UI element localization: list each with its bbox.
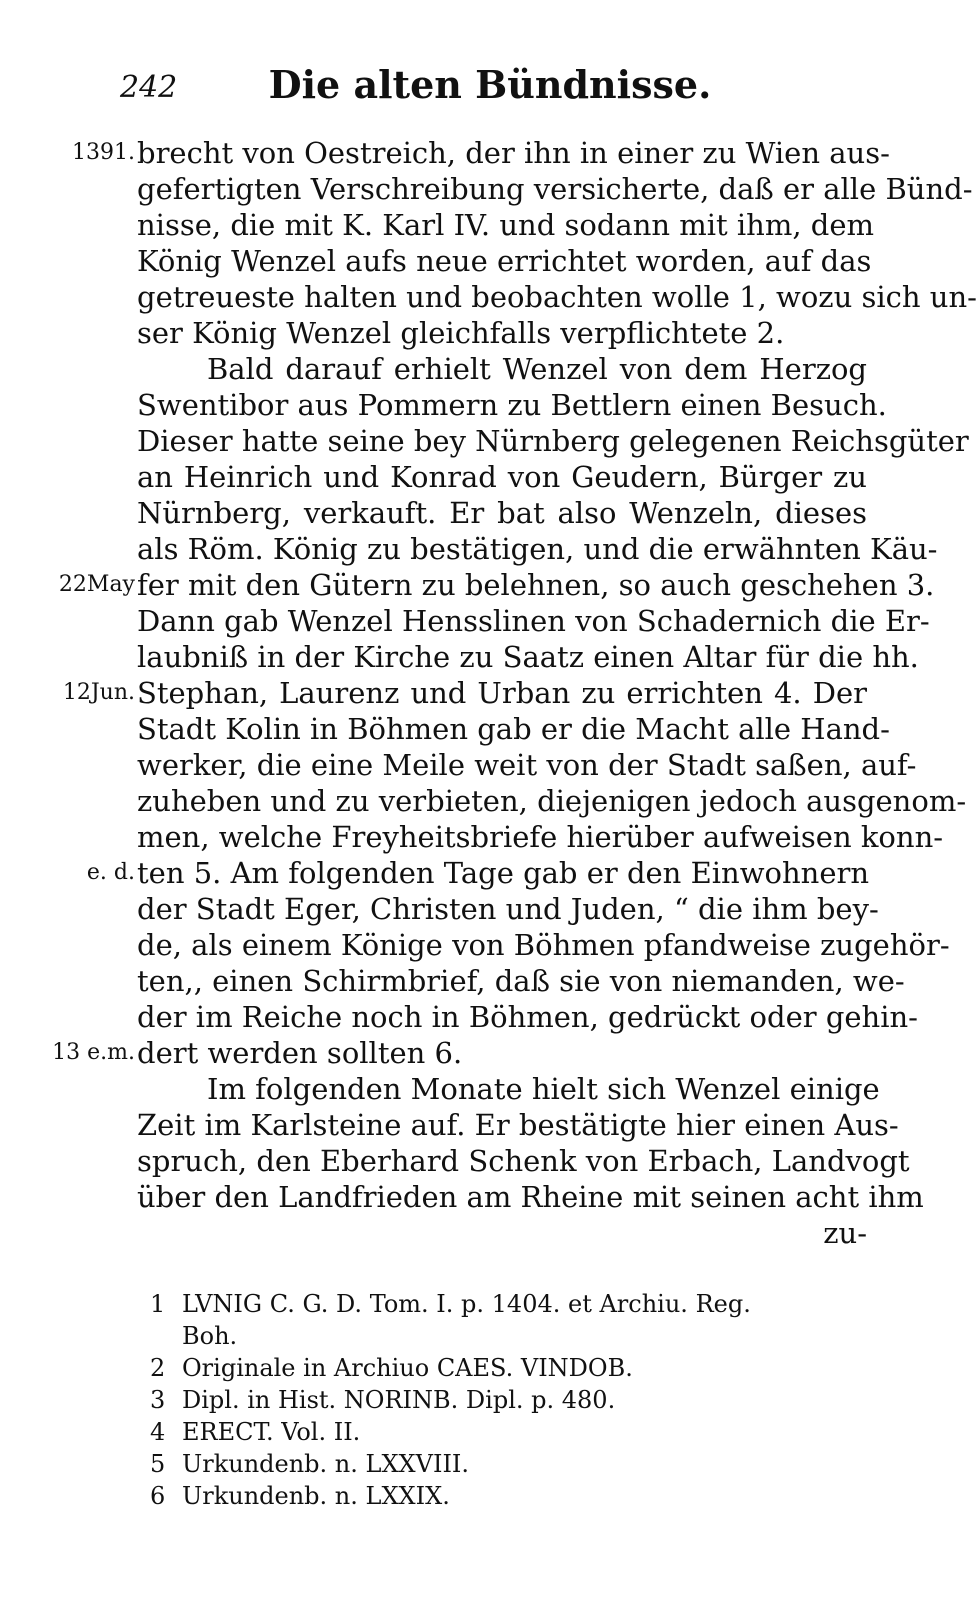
footnote-number: 1	[150, 1290, 166, 1318]
footnote-text: Originale in Archiuo CAES. VINDOB.	[182, 1354, 633, 1382]
text-line: Stephan, Laurenz und Urban zu errichten 4. Der	[137, 676, 867, 710]
text-line: der Stadt Eger, Christen und Juden, “ die ihm bey-	[137, 892, 879, 926]
text-line: an Heinrich und Konrad von Geudern, Bürger zu	[137, 460, 867, 494]
footnote-text: Urkundenb. n. LXXVIII.	[182, 1450, 470, 1478]
text-line: zuheben und zu verbieten, diejenigen jedoch ausgenom-	[137, 784, 967, 818]
text-line: Im folgenden Monate hielt sich Wenzel einige	[207, 1072, 880, 1106]
footnote-text: ERECT. Vol. II.	[182, 1418, 361, 1446]
text-line: Dieser hatte seine bey Nürnberg gelegenen Reichsgüter	[137, 424, 969, 458]
text-line: brecht von Oestreich, der ihn in einer zu Wien aus-	[137, 136, 890, 170]
footnote	[150, 1384, 870, 1416]
text-line: über den Landfrieden am Rheine mit seinen acht ihm	[137, 1180, 924, 1214]
footnote-text: Boh.	[182, 1322, 238, 1350]
text-line: ten 5. Am folgenden Tage gab er den Einwohnern	[137, 856, 870, 890]
text-line: ten,, einen Schirmbrief, daß sie von niemanden, we-	[137, 964, 905, 998]
page-number: 242	[120, 70, 178, 105]
text-line: fer mit den Gütern zu belehnen, so auch geschehen 3.	[137, 568, 935, 602]
text-line: als Röm. König zu bestätigen, und die erwähnten Käu-	[137, 532, 938, 566]
text-line: laubniß in der Kirche zu Saatz einen Altar für die hh.	[137, 640, 919, 674]
text-line: Dann gab Wenzel Hensslinen von Schadernich die Er-	[137, 604, 930, 638]
footnotes	[150, 1288, 870, 1512]
text-line: de, als einem Könige von Böhmen pfandweise zugehör-	[137, 928, 950, 962]
text-line: König Wenzel aufs neue errichtet worden, auf das	[137, 244, 872, 278]
page-header	[120, 62, 860, 110]
footnote	[150, 1448, 870, 1480]
text-line: Stadt Kolin in Böhmen gab er die Macht alle Hand-	[137, 712, 890, 746]
footnote	[150, 1480, 870, 1512]
footnote-text: LVNIG C. G. D. Tom. I. p. 1404. et Archiu. Reg.	[182, 1290, 751, 1318]
footnote-number: 3	[150, 1386, 166, 1414]
margin-note-date: e. d.	[86, 860, 135, 885]
footnote-text: Urkundenb. n. LXXIX.	[182, 1482, 450, 1510]
text-line: men, welche Freyheitsbriefe hierüber aufweisen konn-	[137, 820, 944, 854]
footnote	[150, 1288, 870, 1320]
footnote-number: 4	[150, 1418, 166, 1446]
text-line: dert werden sollten 6.	[137, 1036, 463, 1070]
footnote-number: 6	[150, 1482, 166, 1510]
text-line: getreueste halten und beobachten wolle 1, wozu sich un-	[137, 280, 977, 314]
text-line: Nürnberg, verkauft. Er bat also Wenzeln, dieses	[137, 496, 867, 530]
text-line: ser König Wenzel gleichfalls verpflichtete 2.	[137, 316, 785, 350]
text-line: der im Reiche noch in Böhmen, gedrückt oder gehin-	[137, 1000, 918, 1034]
footnote-number: 5	[150, 1450, 166, 1478]
running-title: Die alten Bündnisse.	[268, 62, 712, 107]
margin-note-date: 13 e.m.	[52, 1040, 135, 1065]
text-line: Zeit im Karlsteine auf. Er bestätigte hier einen Aus-	[137, 1108, 899, 1142]
catchword: zu-	[823, 1216, 867, 1250]
footnote	[150, 1352, 870, 1384]
text-line: Swentibor aus Pommern zu Bettlern einen Besuch.	[137, 388, 887, 422]
footnote-text: Dipl. in Hist. NORINB. Dipl. p. 480.	[182, 1386, 616, 1414]
text-line: nisse, die mit K. Karl IV. und sodann mit ihm, dem	[137, 208, 875, 242]
margin-note-year: 1391.	[72, 140, 135, 165]
text-line: werker, die eine Meile weit von der Stadt saßen, auf-	[137, 748, 917, 782]
text-line: Bald darauf erhielt Wenzel von dem Herzog	[207, 352, 867, 386]
margin-note-date: 22May	[58, 572, 135, 597]
text-line: gefertigten Verschreibung versicherte, daß er alle Bünd-	[137, 172, 973, 206]
footnote-number: 2	[150, 1354, 166, 1382]
margin-note-date: 12Jun.	[62, 680, 135, 705]
footnote-continuation	[150, 1320, 870, 1352]
text-line: spruch, den Eberhard Schenk von Erbach, Landvogt	[137, 1144, 910, 1178]
footnote	[150, 1416, 870, 1448]
